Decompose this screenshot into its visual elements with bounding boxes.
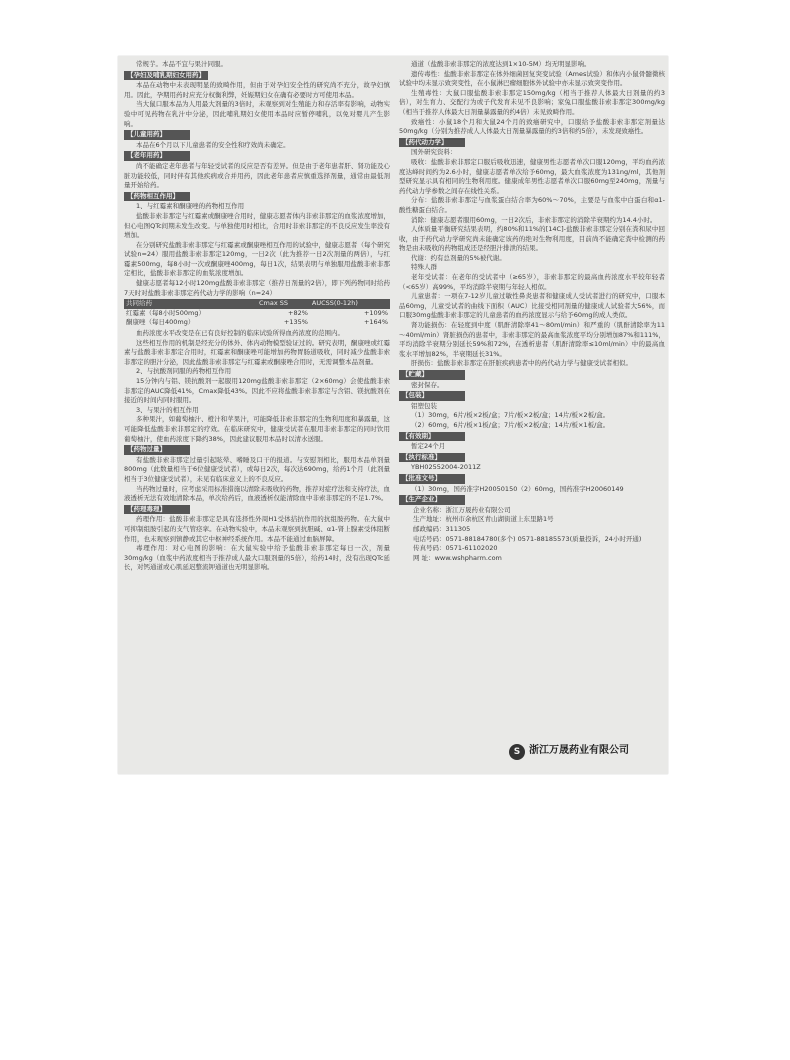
body-paragraph: 肝损伤：盐酸非索非那定在肝脏疾病患者中的药代动力学与健康受试者相似。 — [411, 359, 632, 368]
body-paragraph: 代谢：约有总剂量的5%被代谢。 — [411, 253, 506, 262]
body-paragraph: 致癌性：小鼠18个月和大鼠24个月的致癌研究中，口服给予盐酸非索非那定剂量达50mg/kg（分别为推荐成人人体最大日剂量暴露量的约3倍和约5倍），未发现致癌性。 — [399, 117, 665, 136]
section-heading: 【有效期】 — [399, 432, 465, 442]
body-paragraph: 本品在动物中未表现明显的致畸作用，但由于对孕妇安全性的研究尚不充分，故孕妇慎用。因此，孕期用药时应充分权衡利弊，妊娠期妇女在确有必要时方可使用本品。 — [124, 81, 390, 99]
company-footer — [399, 742, 665, 764]
body-paragraph: （1）30mg，国药准字H20050150（2）60mg，国药准字H20060149 — [411, 484, 624, 493]
body-paragraph: YBH02552004-2011Z — [411, 463, 481, 472]
table-header-cell: AUCSS(0-12h) — [310, 299, 390, 309]
body-paragraph: 这些相互作用的机制是经充分的体外、体内动物模型验证过的。研究表明，酮康唑或红霉素与盐酸非索非那定合用时，红霉素和酮康唑可能增加药物胃肠道吸收，同时减少盐酸非索非那定的胆汁分泌，因此盐酸非索非那定与红霉素或酮康唑合用时，无需调整本品剂量。 — [124, 338, 390, 366]
body-paragraph: 当大鼠口服本品为人用最大剂量的3倍时，未观察到对生殖能力和存活率有影响，动物实验中可见药物在乳汁中分泌，因此哺乳期妇女使用本品时应暂停哺乳，以免对婴儿产生影响。 — [124, 100, 390, 128]
table-cell: 酮康唑（每日400mg） — [126, 318, 195, 327]
body-paragraph: 消除：健康志愿者服用60mg，一日2次后，非索非那定的消除半衰期约为14.4小时。 — [411, 215, 657, 224]
table-cell: +164% — [363, 318, 388, 327]
section-heading: 【生产企业】 — [399, 495, 465, 505]
body-paragraph: 毒理作用：对心电图的影响：在大鼠实验中给予盐酸非索非那定每日一次，剂量30mg/kg（血浆中药浓度相当于推荐成人最大口服剂量的5倍），给药14时，没有出现QTc延长，对钙通道或心肌延迟整流钾通道也无明显影响。 — [124, 544, 390, 572]
manufacturer-line: 网 址：www.wshpharm.com — [413, 553, 502, 562]
table-header-cell: Cmax SS — [257, 299, 310, 309]
body-paragraph: 人体质量平衡研究结果表明，约80%和11%的[14C]-盐酸非索非那定分别在粪和尿中回收，由于药代动力学研究尚未能确定该药的绝对生物利用度，目前尚不能确定粪中检测的药物是由未吸收的药物组成还是经胆汁排泄的结果。 — [399, 225, 665, 253]
table-header-cell: 共同给药 — [124, 299, 257, 309]
company-name: 浙江万晟药业有限公司 — [529, 745, 629, 756]
body-paragraph: （1）30mg，6片/板×2板/盒；7片/板×2板/盒；14片/板×2板/盒。 — [411, 411, 610, 420]
body-paragraph: 本品在6个月以下儿童患者的安全性和疗效尚未确定。 — [136, 140, 290, 149]
table-cell: 红霉素（每8小时500mg） — [126, 308, 205, 317]
body-paragraph: 肾功能损伤：在轻度到中度（肌酐清除率41～80ml/min）和严重的（肌酐清除率为11～40ml/min）肾脏损伤的患者中，非索非那定的最高血浆浓度平均分别增加87%和111%，平均消除半衰期分别延长59%和72%，在透析患者（肌酐清除率≤10ml/min）中的最高血浆水平增加82%，半衰期延长31%。 — [399, 321, 665, 358]
section-heading: 【贮藏】 — [399, 370, 465, 380]
body-paragraph: 老年受试者：在老年的受试者中（≥65岁），非索非那定的最高血药浓度水平较年轻者（<65岁）高99%，平均消除半衰期与年轻人相似。 — [399, 273, 665, 291]
table-row — [124, 318, 390, 328]
company-logo-icon: S — [509, 744, 525, 760]
body-paragraph: 遗传毒性：盐酸非索非那定在体外细菌回复突变试验（Ames试验）和体内小鼠骨髓微核试验中均未显示致突变性，在小鼠淋巴瘤细胞体外试验中亦未显示致突变作用。 — [399, 69, 665, 88]
package-insert-sheet — [118, 56, 668, 774]
table-cell: +135% — [283, 318, 308, 327]
body-paragraph: 健康志愿者每12小时120mg盐酸非索非那定（推荐日剂量的2倍），即下列药物同时给药7天时对盐酸非索非那定药代动力学的影响（n=24） — [124, 279, 390, 297]
body-paragraph: 多种果汁，如葡萄柚汁、橙汁和苹果汁，可能降低非索非那定的生物利用度和暴露量，这可能降低盐酸非索非那定的疗效。在临床研究中，健康受试者在服用非索非那定的同时饮用葡萄柚汁，使血药浓度下降约38%，因此建议服用本品时以清水送服。 — [124, 415, 390, 443]
section-heading: 【批准文号】 — [399, 474, 465, 484]
body-paragraph: 盐酸非索非那定与红霉素或酮康唑合用时，健康志愿者体内非索非那定的血浆浓度增加，但心电图QTc间期未发生改变。与单独使用时相比，合用时非索非那定的不良反应发生率没有增加。 — [124, 211, 390, 240]
body-paragraph: 吸收：盐酸非索非那定口服后吸收迅速，健康男性志愿者单次口服120mg，平均血药浓度达峰时间约为2.6小时，健康志愿者单次给予60mg，最大血浆浓度为131ng/ml，其他剂型研究显示具有相同的生物利用度。健康成年男性志愿者单次口服60mg至240mg，剂量与药代动力学参数之间存在线性关系。 — [399, 157, 665, 195]
body-paragraph: 1、与红霉素和酮康唑的药物相互作用 — [136, 202, 245, 211]
table-cell: +109% — [363, 308, 388, 317]
body-paragraph: 暂定24个月 — [411, 442, 446, 451]
section-heading: 【药理毒理】 — [124, 505, 190, 515]
body-paragraph: 密封保存。 — [411, 380, 444, 389]
section-heading: 【药物过量】 — [124, 445, 190, 455]
section-heading: 【药代动力学】 — [399, 138, 465, 148]
body-paragraph: 通道（盐酸非索非那定的浓度达到1×10-5M）均无明显影响。 — [411, 60, 591, 68]
section-heading: 【包装】 — [399, 391, 465, 401]
body-paragraph: 15分钟内与铝、镁抗酸剂一起服用120mg盐酸非索非那定（2×60mg）会使盐酸非索非那定的AUC降低41%，Cmax降低43%。因此不应将盐酸非索非那定与含铝、镁抗酸剂在接近的时间内同时服用。 — [124, 377, 390, 405]
right-column — [399, 60, 665, 563]
body-paragraph: 药理作用：盐酸非索非那定是具有选择性外周H1受体拮抗作用的抗组胺药物。在大鼠中可抑制组胺引起的支气管痉挛。在动物实验中，本品未观察到抗胆碱、α1-肾上腺素受体阻断作用，也未观察到镇静或其它中枢神经系统作用。本品不能通过血脑屏障。 — [124, 515, 390, 543]
section-heading: 【老年用药】 — [124, 151, 190, 161]
section-heading: 【儿童用药】 — [124, 130, 190, 140]
body-paragraph: 特殊人群 — [411, 263, 437, 272]
body-paragraph: （2）60mg，6片/板×1板/盒；7片/板×2板/盒；14片/板×1板/盒。 — [411, 420, 610, 429]
body-paragraph: 当药物过量时，应考虑采用标准措施以清除未吸收的药物，推荐对症疗法和支持疗法，血液透析无法有效地清除本品，单次给药后，血液透析仅能清除血中非索非那定的不足1.7%。 — [124, 484, 390, 503]
body-paragraph: 儿童患者：一项在7-12岁儿童过敏性鼻炎患者和健康成人受试者进行的研究中，口服本品60mg，儿童受试者的曲线下面积（AUC）比接受相同剂量的健康成人试验者大56%，而口服30mg盐酸非索非那定的儿童患者的血药浓度显示与给予60mg的成人类似。 — [399, 292, 665, 320]
body-paragraph: 在分别研究盐酸非索非那定与红霉素或酮康唑相互作用的试验中，健康志愿者（每个研究试验n=24）服用盐酸非索非那定120mg，一日2次（此为推荐一日2次剂量的两倍），与红霉素500mg，每8小时一次或酮康唑400mg，每日1次，结果表明与单独服用盐酸非索非那定相比，盐酸非索非那定的血浆浓度增加。 — [124, 240, 390, 278]
pk-interaction-table — [124, 299, 390, 328]
body-paragraph: 2、与抗酸剂同服的药物相互作用 — [136, 367, 232, 376]
manufacturer-line: 生产地址：杭州市余杭区青山湖街道上东里路1号 — [413, 515, 554, 524]
body-paragraph: 国外研究资料： — [411, 148, 457, 157]
body-paragraph: 尚不能确定老年患者与年轻受试者的反应是否有差异。但是由于老年患者肝、肾功能及心脏功能较低，同时伴有其他疾病或合并用药，因此老年患者应慎重选择剂量，通常由最低剂量开始给药。 — [124, 161, 390, 190]
manufacturer-line: 电话号码：0571-88184780(多个) 0571-88185573(质量投诉，24小时开通) — [413, 534, 642, 543]
left-column — [124, 60, 390, 573]
manufacturer-line: 传真号码：0571-61102020 — [413, 544, 498, 553]
body-paragraph: 常规芋。本品不宜与果汁同服。 — [136, 60, 227, 68]
body-paragraph: 铝塑包装 — [411, 401, 437, 410]
section-heading: 【孕妇及哺乳期妇女用药】 — [124, 71, 208, 81]
manufacturer-line: 邮政编码：311305 — [413, 524, 471, 533]
table-row — [124, 309, 390, 319]
table-cell: +82% — [288, 308, 308, 317]
manufacturer-line: 企业名称：浙江万晟药业有限公司 — [413, 505, 511, 514]
section-heading: 【药物相互作用】 — [124, 192, 190, 202]
manufacturer-info — [399, 506, 665, 564]
body-paragraph: 生殖毒性：大鼠口服盐酸非索非那定150mg/kg（相当于推荐人体最大日剂量的约3倍），对生育力、交配行为或子代发育未见不良影响；家兔口服盐酸非索非那定300mg/kg（相当于推荐人体最大日剂量暴露量的约4倍）未见致畸作用。 — [399, 88, 665, 116]
body-paragraph: 3、与果汁的相互作用 — [136, 405, 199, 414]
body-paragraph: 血药浓度水平改变是在已有良好控制的临床试验所得血药浓度的范围内。 — [136, 329, 344, 338]
body-paragraph: 分布：盐酸非索非那定与血浆蛋白结合率为60%～70%，主要是与血浆中白蛋白和α1-酸性糖蛋白结合。 — [399, 196, 665, 214]
body-paragraph: 有盐酸非索非那定过量引起眩晕、嗜睡及口干的报道。与安慰剂相比，服用本品单剂量800mg（此数量相当于6位健康受试者），或每日2次，每次达690mg，给药1个月（此剂量相当于3位健康受试者），未见有临床意义上的不良反应。 — [124, 455, 390, 483]
section-heading: 【执行标准】 — [399, 453, 465, 463]
